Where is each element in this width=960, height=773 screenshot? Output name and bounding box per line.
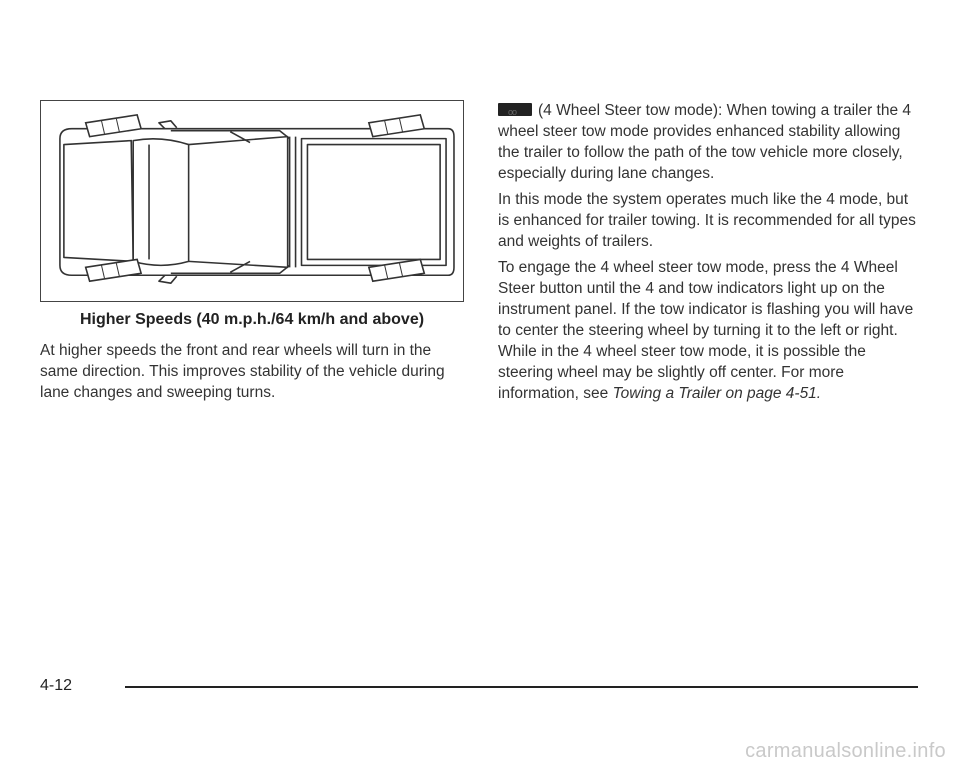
- truck-hood: [64, 141, 133, 262]
- watermark: carmanualsonline.info: [745, 740, 946, 762]
- rear-wheel-bottom: [369, 259, 424, 281]
- footer-rule: [125, 686, 918, 688]
- truck-top-view-illustration: [41, 101, 463, 301]
- 4-wheel-steer-tow-mode-icon: [498, 103, 532, 116]
- engage-tow-mode-text: To engage the 4 wheel steer tow mode, press the 4 Wheel Steer button until the 4 and tow indicators light up on the instrument panel. If the tow indicator is flashing you will have to center the steering wheel by turning it to the left or right. While in the 4 wheel steer tow mode, it is possible the steering wheel may be slightly off center. For more information, see: [498, 259, 914, 402]
- front-wheel-bottom: [86, 259, 141, 281]
- front-wheel-top: [86, 115, 141, 137]
- tow-mode-intro-paragraph: [498, 100, 923, 184]
- truck-top-view-figure: [40, 100, 464, 302]
- truck-body-outline: [60, 129, 454, 276]
- tow-mode-intro-text: (4 Wheel Steer tow mode): When towing a trailer the 4 wheel steer tow mode provides enhanced stability allowing the trailer to follow the path of the tow vehicle more closely, especially during lane changes.: [498, 102, 912, 182]
- figure-caption: Higher Speeds (40 m.p.h./64 km/h and above): [79, 311, 425, 328]
- page-number: 4-12: [40, 677, 73, 694]
- engage-tow-mode-paragraph: [498, 257, 923, 404]
- rear-wheel-top: [369, 115, 424, 137]
- right-column: [498, 100, 923, 409]
- higher-speeds-paragraph: At higher speeds the front and rear wheels will turn in the same direction. This improves stability of the vehicle during lane changes and sweeping turns.: [40, 342, 445, 401]
- truck-windshield: [133, 139, 188, 266]
- mirror-top: [159, 121, 177, 129]
- tow-mode-description-paragraph: In this mode the system operates much like the 4 mode, but is enhanced for trailer towing. It is recommended for all types and weights of trailers.: [498, 191, 916, 250]
- towing-trailer-reference-link[interactable]: Towing a Trailer on page 4-51.: [612, 385, 822, 402]
- mirror-bottom: [159, 275, 177, 283]
- truck-cab-roof: [189, 137, 288, 268]
- truck-bed: [302, 139, 447, 266]
